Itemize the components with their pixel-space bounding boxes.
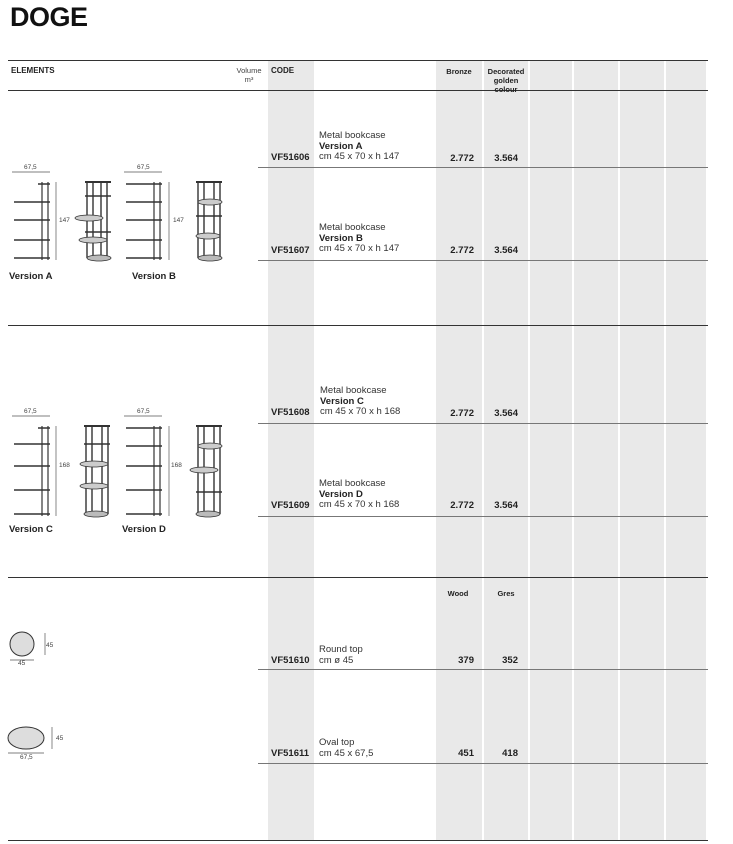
version-c-label: Version C [9, 524, 53, 535]
oval-top-height-label: 45 [56, 735, 64, 742]
row-description: Metal bookcase Version B cm 45 x 70 x h 147 [319, 222, 400, 254]
row-price-2: 3.564 [494, 408, 518, 419]
oval-top-drawing [6, 725, 76, 757]
width-dimension-label: 67,5 [137, 408, 150, 415]
price-column-band-2 [484, 60, 528, 840]
bookcase-version-b-side-drawing [186, 180, 231, 264]
row-description: Metal bookcase Version C cm 45 x 70 x h 168 [320, 385, 401, 417]
row-price-1: 2.772 [450, 500, 474, 511]
empty-column-band-4 [666, 60, 706, 840]
header-volume: Volume m³ [236, 66, 262, 84]
width-dimension-label: 67,5 [24, 164, 37, 171]
header-bronze: Bronze [446, 67, 472, 76]
row-code: VF51611 [271, 748, 310, 759]
row-price-1: 2.772 [450, 408, 474, 419]
row-rule [258, 423, 708, 424]
row-price-2: 352 [502, 655, 518, 666]
row-price-2: 3.564 [494, 245, 518, 256]
header-gres: Gres [497, 589, 515, 598]
row-code: VF51609 [271, 500, 310, 511]
header-decorated-golden: Decorated golden colour [487, 67, 525, 94]
row-price-2: 3.564 [494, 153, 518, 164]
header-wood: Wood [447, 589, 469, 598]
bookcase-version-d-side-drawing [184, 424, 229, 520]
page-bottom-rule [8, 840, 708, 841]
row-description: Round top cm ø 45 [319, 644, 363, 666]
price-column-band-1 [436, 60, 482, 840]
height-dimension-line [55, 426, 59, 518]
row-price-1: 451 [458, 748, 474, 759]
row-price-2: 3.564 [494, 500, 518, 511]
row-description: Metal bookcase Version A cm 45 x 70 x h 147 [319, 130, 400, 162]
row-rule [258, 167, 708, 168]
row-rule [258, 260, 708, 261]
row-description: Oval top cm 45 x 67,5 [319, 737, 374, 759]
header-code: CODE [271, 66, 295, 75]
page-title: DOGE [10, 2, 88, 32]
height-dimension-label: 147 [59, 217, 70, 224]
version-a-label: Version A [9, 271, 53, 282]
oval-top-width-label: 67,5 [20, 754, 33, 761]
round-top-width-label: 45 [18, 660, 26, 667]
row-price-1: 2.772 [450, 153, 474, 164]
bookcase-version-d-front-drawing [122, 416, 172, 518]
group-separator-1 [8, 325, 708, 326]
bookcase-version-b-front-drawing [122, 172, 172, 262]
bookcase-version-a-side-drawing [75, 180, 120, 264]
empty-column-band-1 [530, 60, 572, 840]
version-b-label: Version B [132, 271, 176, 282]
code-column-band [268, 60, 314, 840]
header-top-rule [8, 60, 708, 61]
height-dimension-label: 168 [171, 462, 182, 469]
width-dimension-label: 67,5 [137, 164, 150, 171]
bookcase-version-c-side-drawing [72, 424, 117, 520]
header-bottom-rule [8, 90, 708, 91]
empty-column-band-2 [574, 60, 618, 840]
bookcase-version-a-front-drawing [10, 172, 60, 262]
group-separator-2 [8, 577, 708, 578]
bookcase-version-c-front-drawing [10, 416, 60, 518]
row-rule [258, 763, 708, 764]
empty-column-band-3 [620, 60, 664, 840]
row-price-1: 2.772 [450, 245, 474, 256]
row-code: VF51610 [271, 655, 310, 666]
row-description: Metal bookcase Version D cm 45 x 70 x h 168 [319, 478, 400, 510]
width-dimension-label: 67,5 [24, 408, 37, 415]
row-code: VF51606 [271, 152, 310, 163]
row-rule [258, 516, 708, 517]
round-top-height-label: 45 [46, 642, 54, 649]
row-code: VF51607 [271, 245, 310, 256]
row-rule [258, 669, 708, 670]
version-d-label: Version D [122, 524, 166, 535]
header-elements: ELEMENTS [11, 66, 55, 75]
height-dimension-line [168, 426, 172, 518]
row-price-1: 379 [458, 655, 474, 666]
height-dimension-label: 147 [173, 217, 184, 224]
row-price-2: 418 [502, 748, 518, 759]
height-dimension-line [168, 182, 172, 262]
height-dimension-label: 168 [59, 462, 70, 469]
row-code: VF51608 [271, 407, 310, 418]
